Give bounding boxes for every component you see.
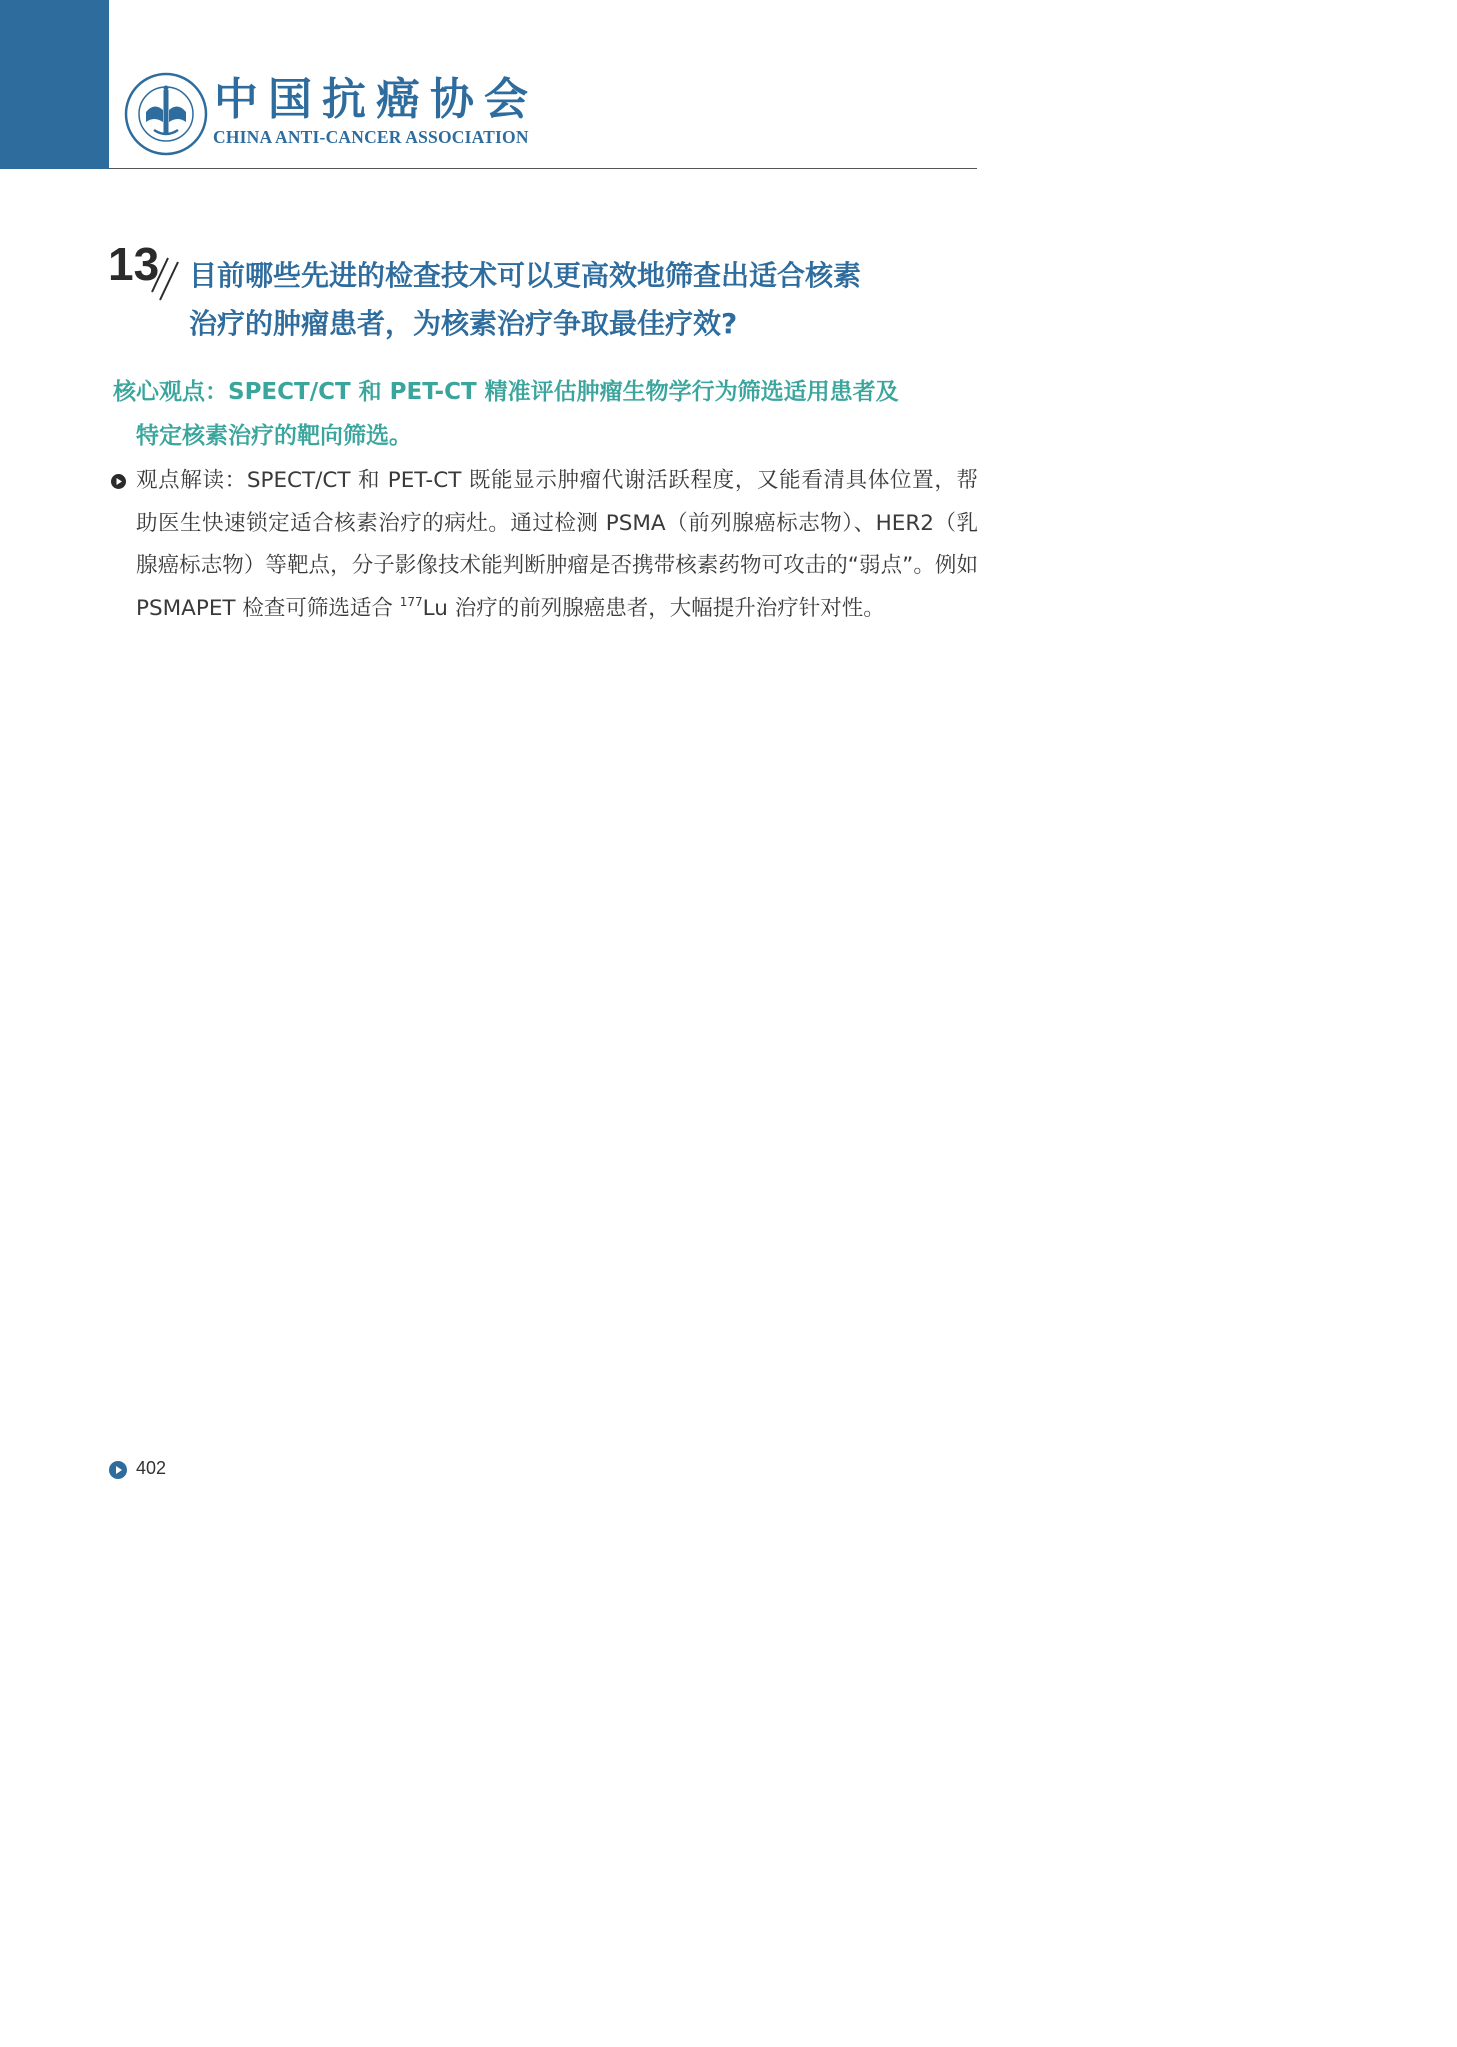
question-title-line-2: 治疗的肿瘤患者，为核素治疗争取最佳疗效? [189,307,738,340]
play-bullet-icon [110,473,127,490]
question-title [189,252,979,348]
explanation-text-part-2: Lu 治疗的前列腺癌患者，大幅提升治疗针对性。 [422,595,885,621]
isotope-mass-superscript: 177 [399,594,423,609]
logo-english-name: CHINA ANTI-CANCER ASSOCIATION [213,127,529,147]
question-number: 13 [108,238,160,290]
page-number: 402 [136,1458,167,1478]
header-divider [109,168,977,169]
explanation-text-part-1: 观点解读：SPECT/CT 和 PET-CT 既能显示肿瘤代谢活跃程度，又能看清具体位置，帮助医生快速锁定适合核素治疗的病灶。通过检测 PSMA（前列腺癌标志物）、HER2（乳腺癌标志物）等靶点，分子影像技术能判断肿瘤是否携带核素药物可攻击的“弱点”。例如 PSMAPET 检查可筛选适合 [136,468,978,621]
logo-chinese-name: 中国抗癌协会 [214,74,538,125]
header-side-bar [0,0,109,169]
question-title-line-1: 目前哪些先进的检查技术可以更高效地筛查出适合核素 [189,259,862,292]
core-point-line-1: 核心观点：SPECT/CT 和 PET-CT 精准评估肿瘤生物学行为筛选适用患者及 [113,379,899,405]
association-seal-logo [124,72,208,156]
explanation-paragraph [136,460,978,630]
core-point [113,370,979,458]
double-slash-icon [148,252,182,304]
core-point-line-2: 特定核素治疗的靶向筛选。 [136,423,412,449]
page-play-icon [108,1460,128,1480]
